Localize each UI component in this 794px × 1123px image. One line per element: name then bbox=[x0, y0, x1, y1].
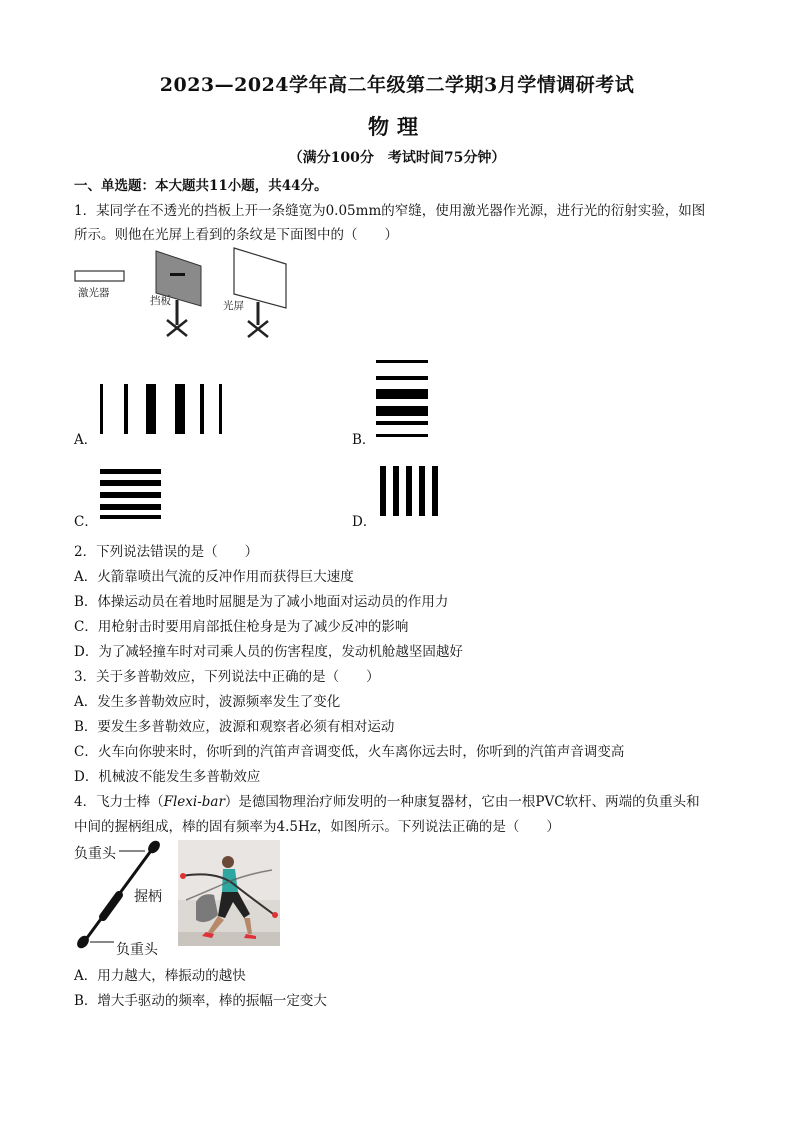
q1-option-b-pattern bbox=[376, 360, 428, 438]
exam-info: （满分100分 考试时间75分钟） bbox=[288, 150, 506, 166]
q4-stem-pre: 4．飞力士棒（ bbox=[74, 794, 164, 810]
q2-option-c: C．用枪射击时要用肩部抵住枪身是为了减少反冲的影响 bbox=[74, 619, 409, 635]
q2-stem: 2．下列说法错误的是（ ） bbox=[74, 544, 259, 560]
subject-title: 物理 bbox=[368, 114, 426, 139]
q4-option-b: B．增大手驱动的频率，棒的振幅一定变大 bbox=[74, 993, 327, 1009]
q1-setup-figure bbox=[70, 240, 310, 345]
q1-option-c-label: C． bbox=[74, 514, 98, 530]
q2-option-a: A．火箭靠喷出气流的反冲作用而获得巨大速度 bbox=[74, 569, 354, 585]
q1-option-d-pattern bbox=[380, 466, 438, 516]
q1-option-b-label: B． bbox=[352, 432, 376, 448]
weight-bottom-label: 负重头 bbox=[116, 942, 158, 958]
q4-stem-post: ）是德国物理治疗师发明的一种康复器材，它由一根PVC软杆、两端的负重头和 bbox=[224, 794, 700, 810]
q1-stem-line2: 所示。则他在光屏上看到的条纹是下面图中的（ ） bbox=[74, 227, 398, 243]
q2-option-d: D．为了减轻撞车时对司乘人员的伤害程度，发动机舱越坚固越好 bbox=[74, 644, 463, 660]
handle-label: 握柄 bbox=[134, 889, 162, 905]
q1-option-d-label: D． bbox=[352, 514, 377, 530]
q3-option-c: C．火车向你驶来时，你听到的汽笛声音调变低，火车离你远去时，你听到的汽笛声音调变高 bbox=[74, 744, 625, 760]
screen-shape bbox=[234, 248, 286, 337]
q4-option-a: A．用力越大，棒振动的越快 bbox=[74, 968, 246, 984]
q1-option-c-pattern bbox=[100, 469, 161, 519]
q4-stem-line2: 中间的握柄组成，棒的固有频率为4.5Hz，如图所示。下列说法正确的是（ ） bbox=[74, 819, 560, 835]
laser-label: 激光器 bbox=[78, 287, 110, 299]
section-heading: 一、单选题：本大题共11小题，共44分。 bbox=[74, 178, 328, 194]
q3-stem: 3．关于多普勒效应，下列说法中正确的是（ ） bbox=[74, 669, 380, 685]
q4-flexibar-figure bbox=[72, 838, 182, 956]
exam-title: 2023—2024学年高二年级第二学期3月学情调研考试 bbox=[159, 74, 635, 96]
laser-shape bbox=[75, 271, 124, 281]
q4-exercise-photo bbox=[178, 840, 280, 946]
baffle-label: 挡板 bbox=[150, 295, 171, 307]
q3-option-a: A．发生多普勒效应时，波源频率发生了变化 bbox=[74, 694, 341, 710]
q3-option-b: B．要发生多普勒效应，波源和观察者必须有相对运动 bbox=[74, 719, 395, 735]
q4-stem-line1 bbox=[74, 790, 700, 810]
handle-shape bbox=[103, 895, 119, 917]
q1-stem-line1: 1．某同学在不透光的挡板上开一条缝宽为0.05mm的窄缝，使用激光器作光源，进行光的衍射实验，如图 bbox=[74, 203, 706, 219]
weight-top-label: 负重头 bbox=[74, 846, 116, 862]
q2-option-b: B．体操运动员在着地时屈腿是为了减小地面对运动员的作用力 bbox=[74, 594, 449, 610]
q1-option-a-pattern bbox=[98, 384, 228, 434]
screen-label: 光屏 bbox=[223, 300, 244, 312]
baffle-shape bbox=[156, 251, 201, 336]
q1-option-a-label: A． bbox=[74, 432, 98, 448]
q3-option-d: D．机械波不能发生多普勒效应 bbox=[74, 769, 261, 785]
q4-stem-italic: Flexi-bar bbox=[163, 794, 225, 810]
